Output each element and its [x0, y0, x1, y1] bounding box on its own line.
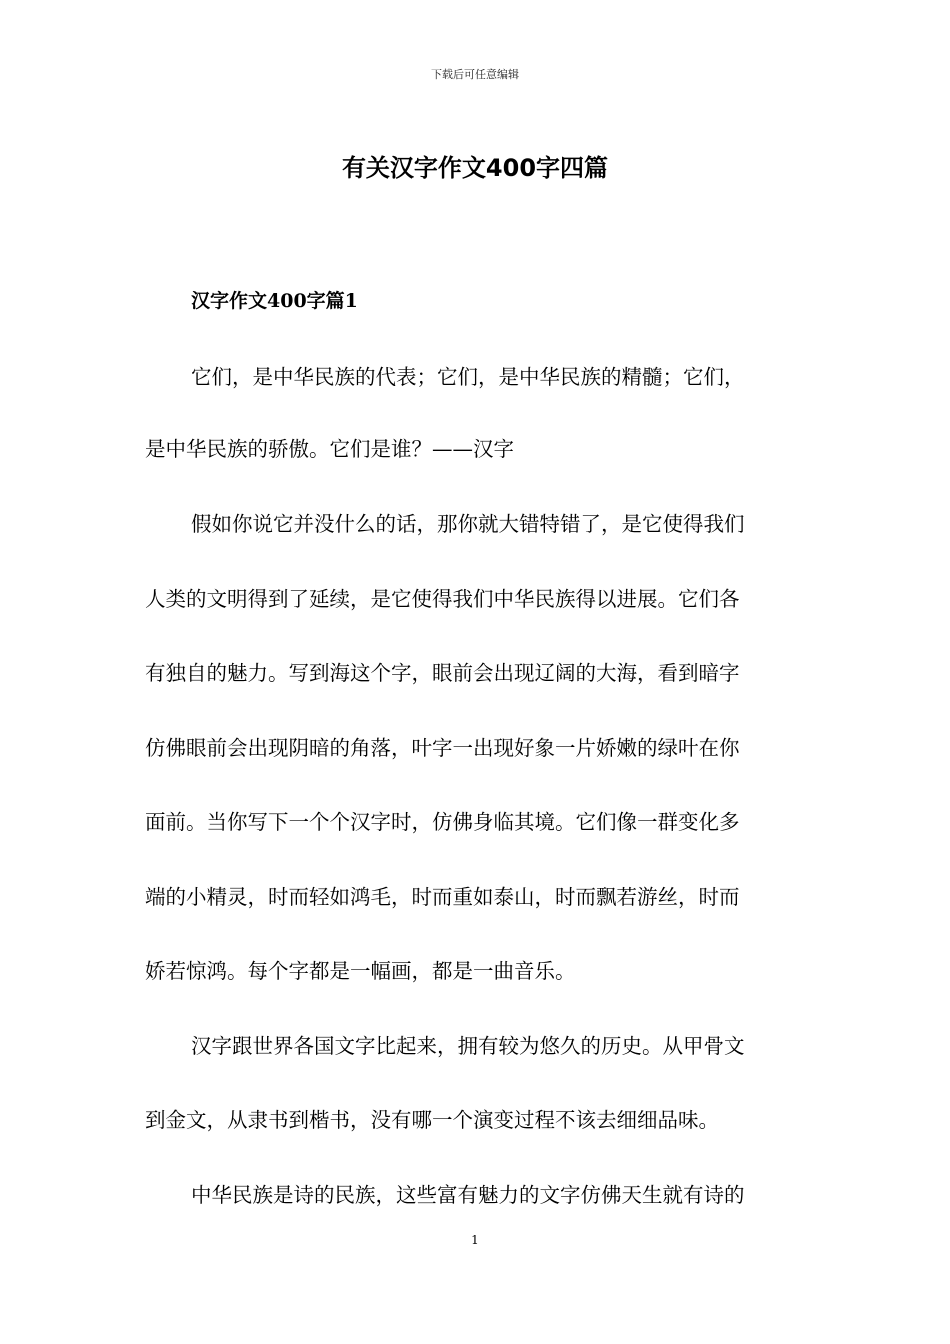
paragraph-line: 娇若惊鸿。每个字都是一幅画，都是一曲音乐。	[145, 959, 576, 983]
paragraph-line: 人类的文明得到了延续，是它使得我们中华民族得以进展。它们各	[145, 587, 740, 611]
page-number: 1	[471, 1233, 479, 1247]
paragraph-line: 到金文，从隶书到楷书，没有哪一个演变过程不该去细细品味。	[145, 1108, 719, 1132]
paragraph-line: 是中华民族的骄傲。它们是谁？——汉字	[145, 437, 514, 461]
paragraph-line: 汉字跟世界各国文字比起来，拥有较为悠久的历史。从甲骨文	[191, 1034, 745, 1058]
document-title: 有关汉字作文400字四篇	[341, 154, 609, 182]
paragraph-line: 仿佛眼前会出现阴暗的角落，叶字一出现好象一片娇嫩的绿叶在你	[145, 736, 740, 760]
header-note: 下载后可任意编辑	[431, 68, 519, 81]
paragraph-line: 假如你说它并没什么的话，那你就大错特错了，是它使得我们	[191, 512, 745, 536]
section-heading: 汉字作文400字篇1	[191, 290, 358, 312]
paragraph-line: 它们，是中华民族的代表；它们，是中华民族的精髓；它们，	[191, 365, 745, 389]
paragraph-line: 端的小精灵，时而轻如鸿毛，时而重如泰山，时而飘若游丝，时而	[145, 885, 740, 909]
paragraph-line: 面前。当你写下一个个汉字时，仿佛身临其境。它们像一群变化多	[145, 810, 740, 834]
paragraph-line: 有独自的魅力。写到海这个字，眼前会出现辽阔的大海，看到暗字	[145, 661, 740, 685]
paragraph-line: 中华民族是诗的民族，这些富有魅力的文字仿佛天生就有诗的	[191, 1183, 745, 1207]
